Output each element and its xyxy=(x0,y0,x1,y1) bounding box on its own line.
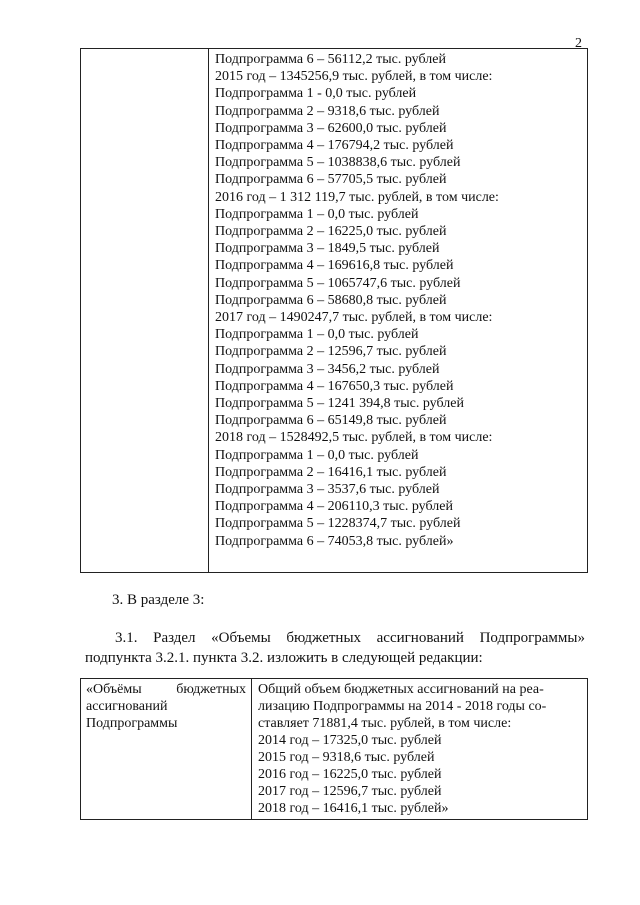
table2-value-cell xyxy=(252,679,588,820)
table2-intro-line: Общий объем бюджетных ассигнований на реа- xyxy=(258,682,544,697)
table1-line: Подпрограмма 6 – 65149,8 тыс. рублей xyxy=(215,413,447,429)
funding-table-continued xyxy=(80,48,588,573)
subprogram-funding-table xyxy=(80,678,588,820)
section-paragraph: 3.1. Раздел «Объемы бюджетных ассигнований Подпрограммы» подпункта 3.2.1. пункта 3.2. изложить в следующей редакции: xyxy=(85,630,585,666)
table1-left-cell xyxy=(81,49,209,573)
table1-line: Подпрограмма 4 – 176794,2 тыс. рублей xyxy=(215,138,454,154)
table1-line: Подпрограмма 1 – 0,0 тыс. рублей xyxy=(215,447,419,463)
table1-line: Подпрограмма 3 – 1849,5 тыс. рублей xyxy=(215,241,440,257)
table2-intro-line: ставляет 71881,4 тыс. рублей, в том числе: xyxy=(258,716,512,731)
table1-line: Подпрограмма 4 – 169616,8 тыс. рублей xyxy=(215,258,454,274)
table1-right-cell xyxy=(209,49,588,573)
table1-line: Подпрограмма 6 – 74053,8 тыс. рублей» xyxy=(215,533,454,549)
table1-line: Подпрограмма 5 – 1228374,7 тыс. рублей xyxy=(215,516,461,532)
table2-intro xyxy=(258,681,587,732)
table2-year-line: 2015 год – 9318,6 тыс. рублей xyxy=(258,750,435,765)
table1-lines xyxy=(215,51,587,550)
table1-line: 2016 год – 1 312 119,7 тыс. рублей, в том числе: xyxy=(215,189,499,205)
table1-line: Подпрограмма 1 – 0,0 тыс. рублей xyxy=(215,206,419,222)
table1-line: Подпрограмма 1 - 0,0 тыс. рублей xyxy=(215,86,417,102)
table1-line: Подпрограмма 5 – 1038838,6 тыс. рублей xyxy=(215,155,461,171)
table2-year-line: 2017 год – 12596,7 тыс. рублей xyxy=(258,784,442,799)
table1-line: Подпрограмма 2 – 16225,0 тыс. рублей xyxy=(215,224,447,240)
page-number: 2 xyxy=(575,36,582,51)
table1-line: 2015 год – 1345256,9 тыс. рублей, в том числе: xyxy=(215,69,493,85)
table1-line: Подпрограмма 4 – 206110,3 тыс. рублей xyxy=(215,499,453,515)
table2-year-line: 2014 год – 17325,0 тыс. рублей xyxy=(258,733,442,748)
table1-line: Подпрограмма 6 – 56112,2 тыс. рублей xyxy=(215,52,446,67)
table1-line: 2017 год – 1490247,7 тыс. рублей, в том числе: xyxy=(215,310,493,326)
table1-line: Подпрограмма 2 – 16416,1 тыс. рублей xyxy=(215,464,447,480)
table1-line: 2018 год – 1528492,5 тыс. рублей, в том числе: xyxy=(215,430,493,446)
table1-line: Подпрограмма 3 – 62600,0 тыс. рублей xyxy=(215,120,447,136)
table1-line: Подпрограмма 2 – 12596,7 тыс. рублей xyxy=(215,344,447,360)
table1-line: Подпрограмма 6 – 57705,5 тыс. рублей xyxy=(215,172,447,188)
table2-year-line: 2016 год – 16225,0 тыс. рублей xyxy=(258,767,442,782)
table1-line: Подпрограмма 3 – 3537,6 тыс. рублей xyxy=(215,482,440,498)
table1-line: Подпрограмма 6 – 58680,8 тыс. рублей xyxy=(215,292,447,308)
table2-intro-line: лизацию Подпрограммы на 2014 - 2018 годы со- xyxy=(258,699,547,714)
table1-line: Подпрограмма 4 – 167650,3 тыс. рублей xyxy=(215,378,454,394)
table1-line: Подпрограмма 1 – 0,0 тыс. рублей xyxy=(215,327,419,343)
table2-year-line: 2018 год – 16416,1 тыс. рублей» xyxy=(258,801,449,816)
table1-line: Подпрограмма 5 – 1241 394,8 тыс. рублей xyxy=(215,396,464,412)
table1-line: Подпрограмма 3 – 3456,2 тыс. рублей xyxy=(215,361,440,377)
table1-line: Подпрограмма 5 – 1065747,6 тыс. рублей xyxy=(215,275,461,291)
table2-label-cell: «Объёмы бюджетных ассигнований Подпрограммы xyxy=(81,679,252,820)
section-heading: 3. В разделе 3: xyxy=(112,592,205,608)
table2-years xyxy=(258,732,587,817)
table1-line: Подпрограмма 2 – 9318,6 тыс. рублей xyxy=(215,103,440,119)
